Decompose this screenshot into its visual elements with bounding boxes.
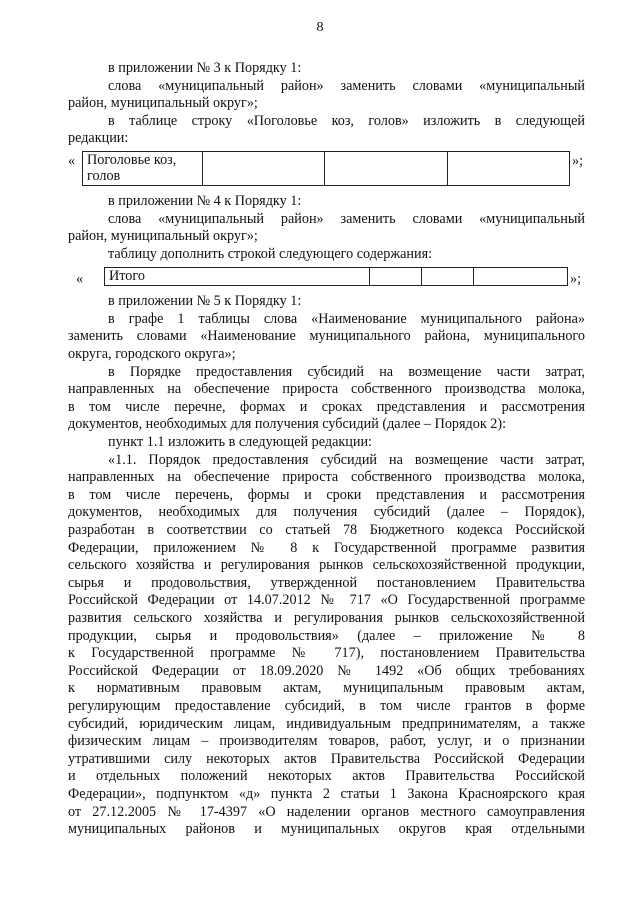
text-line: продукции, сырья и продовольствия» (далее – приложение № 8 [68, 628, 585, 644]
text-line: Федерации», подпунктом «д» пункта 2 статьи 1 Закона Красноярского края [68, 786, 585, 802]
text-line: слова «муниципальный район» заменить словами «муниципальный [108, 211, 585, 227]
cell-text: голов [87, 168, 121, 184]
text-line: развития сельского хозяйства и регулирования рынков сельскохозяйственной [68, 610, 585, 626]
text-line: направленных на обеспечение прироста собственного производства молока, [68, 469, 585, 485]
text-line: документов, необходимых для получения субсидий (далее – Порядок), [68, 504, 585, 520]
text-line: район, муниципальный округ»; [68, 228, 258, 244]
text-line: в графе 1 таблицы слова «Наименование муниципального района» [108, 311, 585, 327]
text-line: в Порядке предоставления субсидий на возмещение части затрат, [108, 364, 585, 380]
table-total-row [104, 267, 568, 286]
table-cell-empty [370, 268, 422, 286]
text-line: регулирующим предоставление субсидий, в том числе грантов в форме [68, 698, 585, 714]
text-line: от 27.12.2005 № 17-4397 «О наделении органов местного самоуправления [68, 804, 585, 820]
open-quote: « [76, 271, 84, 287]
text-line: район, муниципальный округ»; [68, 95, 258, 111]
text-line: «1.1. Порядок предоставления субсидий на возмещение части затрат, [108, 452, 585, 468]
text-line: субсидий, юридическим лицам, индивидуальным предпринимателям, а также [68, 716, 585, 732]
table-cell-empty [447, 152, 569, 186]
text-line: таблицу дополнить строкой следующего содержания: [108, 246, 433, 262]
text-line: и отдельных положений некоторых актов Правительства Российской [68, 768, 585, 784]
close-quote: »; [570, 271, 582, 287]
text-line: разработан в соответствии со статьей 78 Бюджетного кодекса Российской [68, 522, 585, 538]
table-goats-row [82, 151, 570, 186]
text-line: редакции: [68, 130, 129, 146]
text-line: направленных на обеспечение прироста собственного производства молока, [68, 381, 585, 397]
text-line: документов, необходимых для получения субсидий (далее – Порядок 2): [68, 416, 507, 432]
text-line: сельского хозяйства и регулирования рынков сельскохозяйственной продукции, [68, 557, 585, 573]
text-line: в том числе перечень, формы и сроки представления и рассмотрения [68, 487, 585, 503]
text-line: округа, городского округа»; [68, 346, 236, 362]
text-line: в приложении № 5 к Порядку 1: [108, 293, 302, 309]
table-cell-empty [473, 268, 567, 286]
page-number: 8 [316, 20, 324, 35]
text-line: в таблице строку «Поголовье коз, голов» изложить в следующей [108, 113, 585, 129]
text-line: в приложении № 3 к Порядку 1: [108, 60, 302, 76]
cell-text: Поголовье коз, [87, 152, 177, 168]
text-line: заменить словами «Наименование муниципального района, муниципального [68, 328, 585, 344]
text-line: Российской Федерации от 18.09.2020 № 1492 «Об общих требованиях [68, 663, 585, 679]
text-line: к нормативным правовым актам, муниципальным правовым актам, [68, 680, 585, 696]
text-line: физическим лицам – производителям товаров, работ, услуг, и о признании [68, 733, 585, 749]
text-line: в приложении № 4 к Порядку 1: [108, 193, 302, 209]
text-line: слова «муниципальный район» заменить словами «муниципальный [108, 78, 585, 94]
text-line: Федерации, приложением № 8 к Государственной программе развития [68, 540, 585, 556]
text-line: к Государственной программе № 717), постановлением Правительства [68, 645, 585, 661]
text-line: муниципальных районов и муниципальных округов края отдельными [68, 821, 585, 837]
text-line: утратившими силу некоторых актов Правительства Российской Федерации [68, 751, 585, 767]
text-line: сырья и продовольствия, утвержденной постановлением Правительства [68, 575, 585, 591]
text-line: Российской Федерации от 14.07.2012 № 717 «О Государственной программе [68, 592, 585, 608]
table-cell-total: Итого [105, 268, 370, 286]
open-quote: « [68, 153, 76, 169]
table-cell-empty [325, 152, 447, 186]
close-quote: »; [572, 153, 584, 169]
table-cell-empty [422, 268, 474, 286]
table-cell-empty [203, 152, 325, 186]
text-line: пункт 1.1 изложить в следующей редакции: [108, 434, 372, 450]
table-cell-label [83, 152, 203, 186]
text-line: в том числе перечне, формах и сроках представления и рассмотрения [68, 399, 585, 415]
